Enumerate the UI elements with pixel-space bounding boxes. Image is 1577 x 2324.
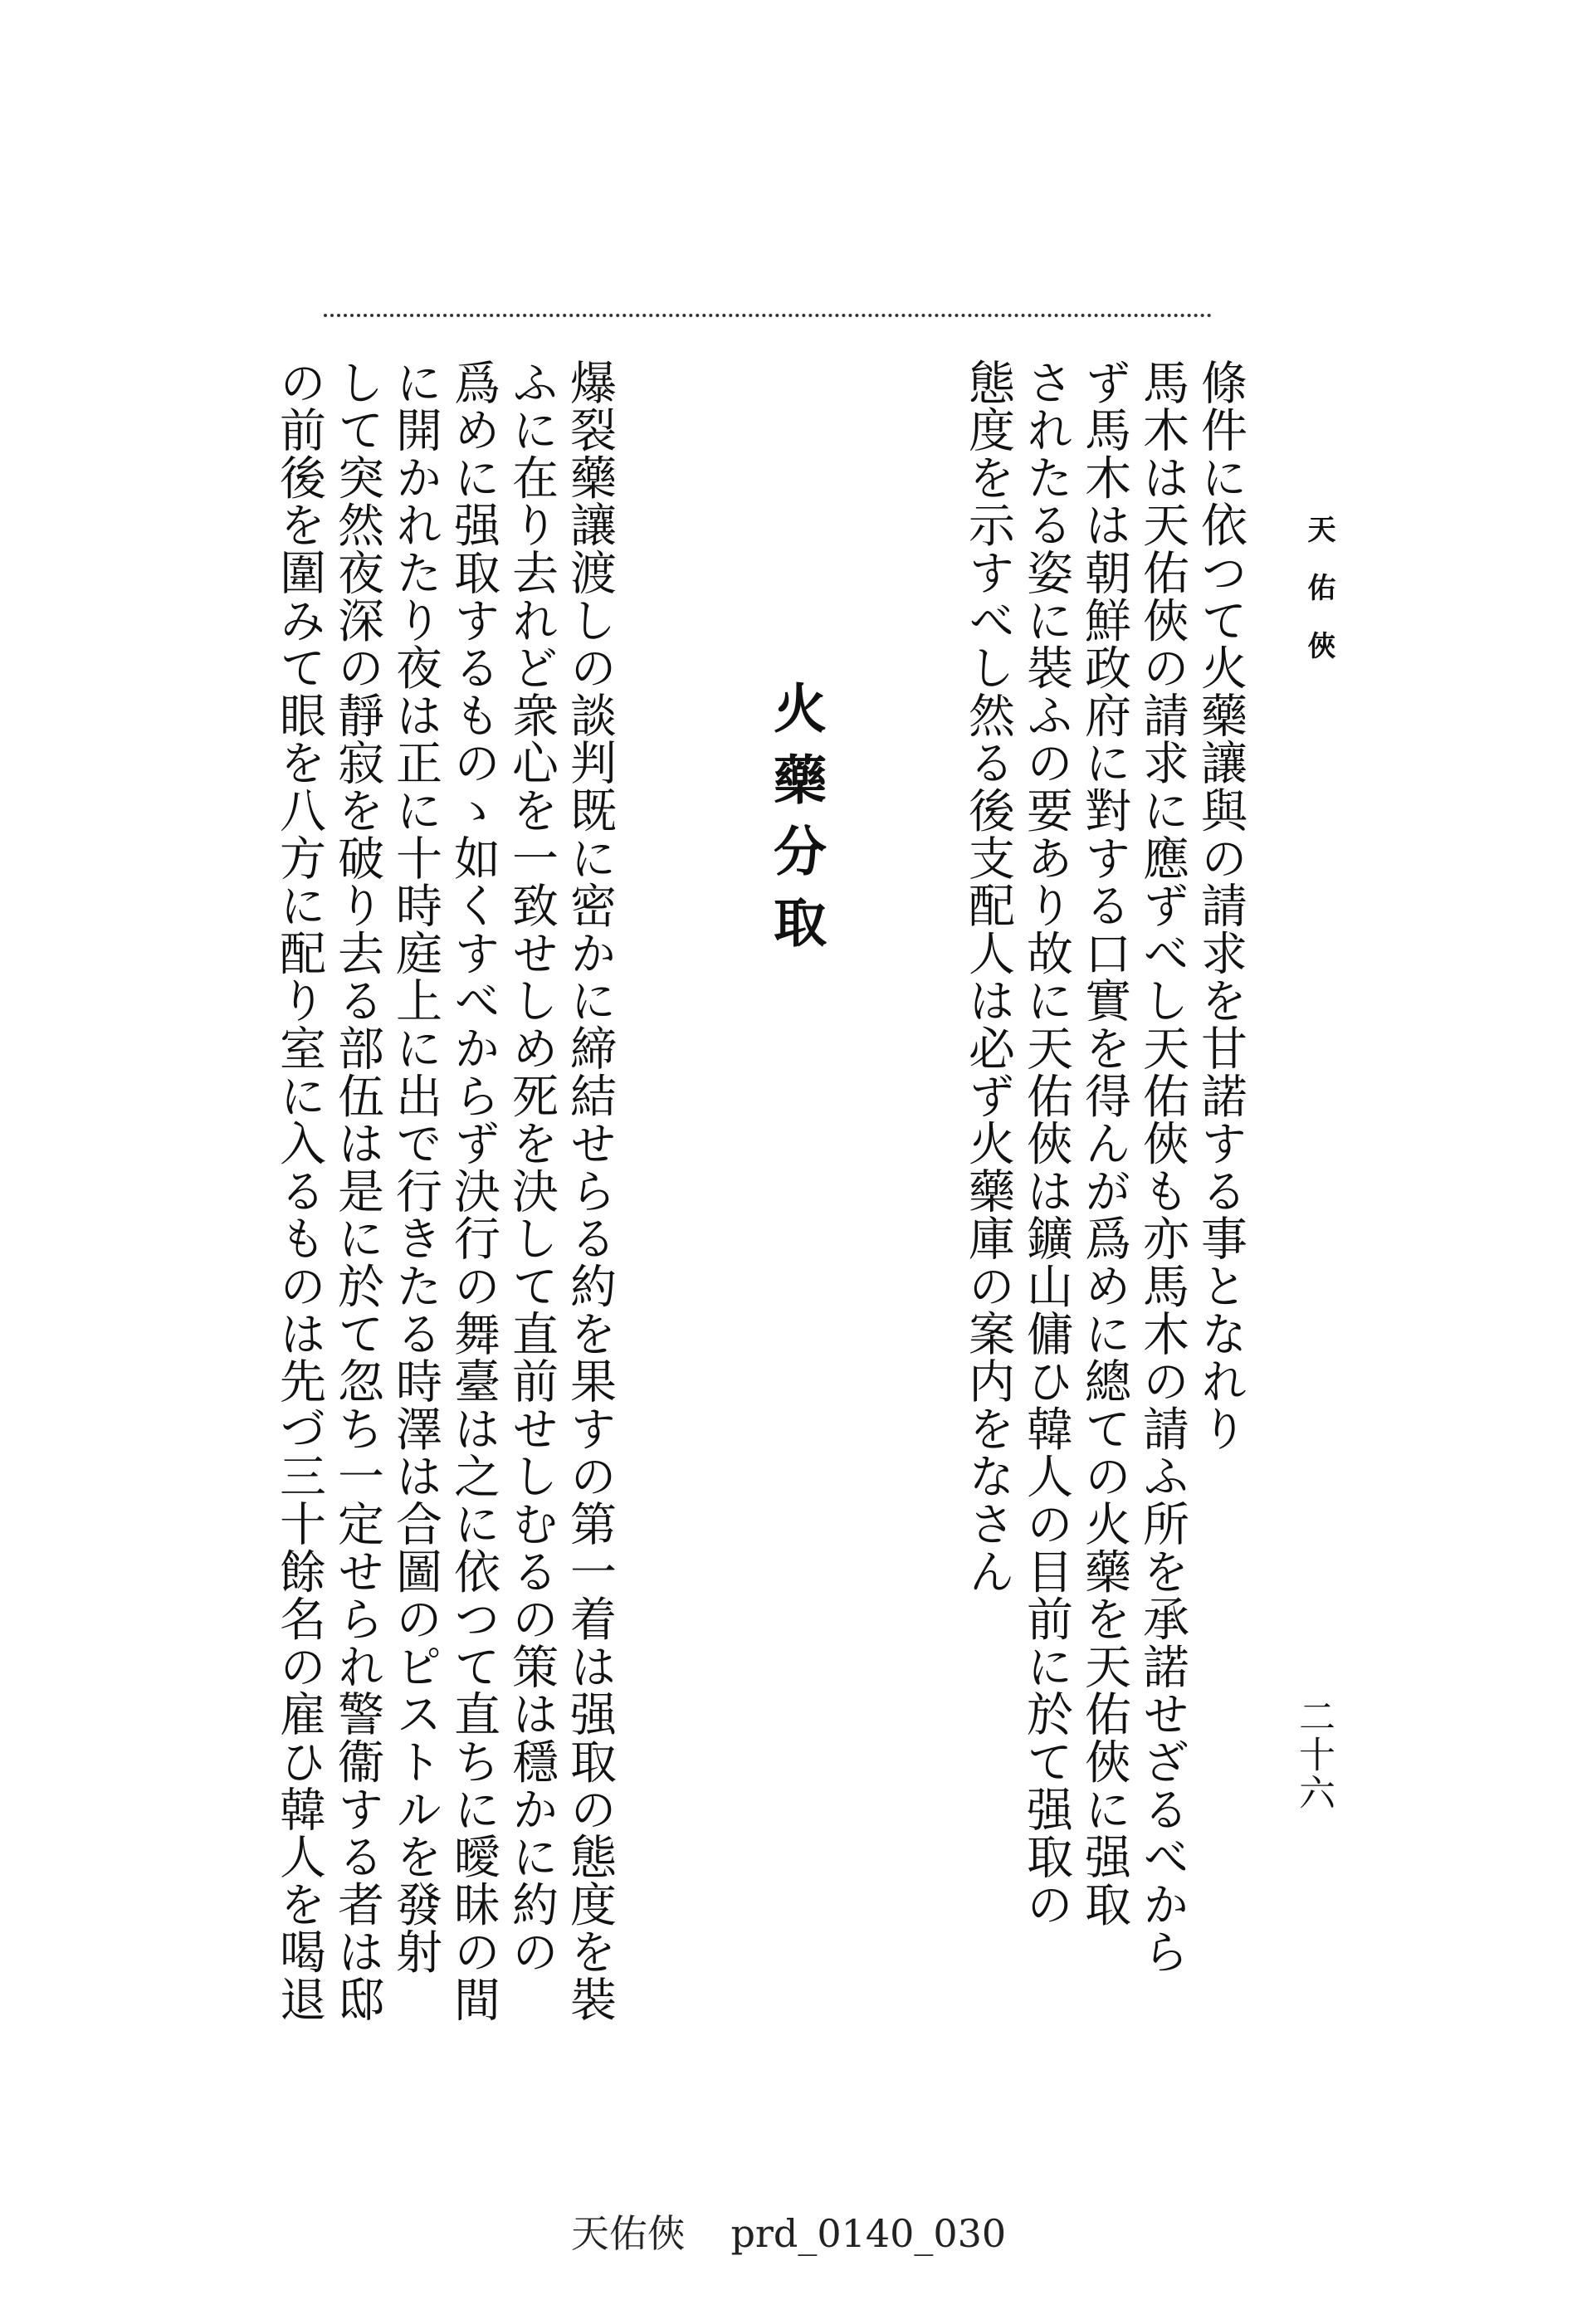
text-column: されたる姿に裝ふの要あり故に天佑俠は鑛山傭ひ韓人の目前に於て强取の [1019,359,1073,1928]
text-column: ず馬木は朝鮮政府に對する口實を得んが爲めに總ての火藥を天佑俠に强取 [1077,359,1131,1928]
text-block-right [959,359,1249,2052]
running-title: 天佑俠 [1302,515,1335,689]
text-column: 條件に依つて火藥讓與の請求を甘諾する事となれり [1194,359,1247,1452]
text-column: 爆裂藥讓渡しの談判既に密かに締結せらる約を果すの第一着は强取の態度を裝 [563,359,617,2024]
footer [0,2204,1577,2258]
footer-title: 天佑俠 [570,2211,686,2256]
text-column: に開かれたり夜は正に十時庭上に出で行きたる時澤は合圖のピストルを發射 [388,359,442,1976]
text-column: 馬木は天佑俠の請求に應ずべし天佑俠も亦馬木の請ふ所を承諾せざるべから [1135,359,1189,1976]
text-column: して突然夜深の靜寂を破り去る部伍は是に於て忽ち一定せられ警衞する者は邸 [330,359,384,2024]
text-column: 爲めに强取するものゝ如くすべからず決行の舞臺は之に依つて直ちに曖昧の間 [447,359,500,2024]
text-column: ふに在り去れど衆心を一致せしめ死を決して直前せしむるの策は穩かに約の [505,359,559,1976]
decorative-rule [324,314,1212,317]
text-column: の前後を圍みて眼を八方に配り室に入るものは先づ三十餘名の雇ひ韓人を喝退 [272,359,326,2024]
text-column: 態度を示すべし然る後支配人は必ず火藥庫の案内をなさん [961,359,1015,1595]
text-block-left [270,359,618,2052]
footer-id: prd_0140_030 [730,2211,1007,2256]
section-heading: 火藥分取 [764,681,827,966]
page-number: 二十六 [1292,1697,1335,1812]
